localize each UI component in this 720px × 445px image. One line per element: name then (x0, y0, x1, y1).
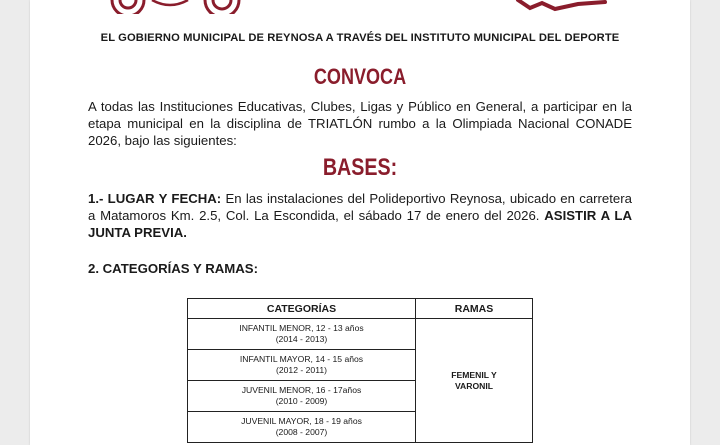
category-cell (188, 381, 416, 412)
document-page (30, 0, 690, 445)
lugar-fecha-text: En las instalaciones del Polideportivo Reynosa, ubicado en carretera a Matamoros Km. 2.5, Col. La Escondida, el sábado 17 de enero del 2026. (88, 191, 632, 223)
categories-table (187, 298, 533, 443)
category-cell (188, 319, 416, 350)
rama-line-2: VARONIL (454, 380, 494, 391)
category-years: (2010 - 2009) (275, 396, 328, 406)
category-cell (188, 350, 416, 381)
junta-previa-note: ASISTIR A LA JUNTA PREVIA. (88, 208, 632, 240)
ramas-cell (416, 319, 533, 443)
intro-paragraph: A todas las Instituciones Educativas, Clubes, Ligas y Público en General, a participar en la etapa municipal en la disciplina de TRIATLÓN rumbo a la Olimpiada Nacional CONADE 2026, bajo las siguientes: (88, 99, 632, 148)
lugar-fecha-paragraph (88, 190, 632, 241)
category-name: JUVENIL MAYOR, 18 - 19 años (241, 416, 362, 426)
category-name: JUVENIL MENOR, 16 - 17años (241, 385, 362, 395)
convoca-title: CONVOCA (313, 64, 407, 89)
categorias-section-label: 2. CATEGORÍAS Y RAMAS: (88, 261, 258, 276)
col-header-ramas: RAMAS (416, 299, 533, 319)
col-header-categorias: CATEGORÍAS (188, 299, 416, 319)
category-years: (2012 - 2011) (276, 365, 327, 375)
rama-line-1: FEMENIL Y (451, 369, 497, 380)
category-years: (2014 - 2013) (275, 334, 328, 344)
category-name: INFANTIL MAYOR, 14 - 15 años (239, 354, 364, 364)
cycling-logo-graphic (30, 0, 690, 14)
category-name: INFANTIL MENOR, 12 - 13 años (239, 323, 364, 333)
category-years: (2008 - 2007) (275, 427, 328, 437)
bases-title: BASES: (322, 154, 398, 181)
organizer-header: EL GOBIERNO MUNICIPAL DE REYNOSA A TRAVÉS DEL INSTITUTO MUNICIPAL DEL DEPORTE (100, 32, 620, 44)
category-cell (188, 412, 416, 443)
lugar-fecha-label: 1.- LUGAR Y FECHA: (88, 191, 222, 206)
